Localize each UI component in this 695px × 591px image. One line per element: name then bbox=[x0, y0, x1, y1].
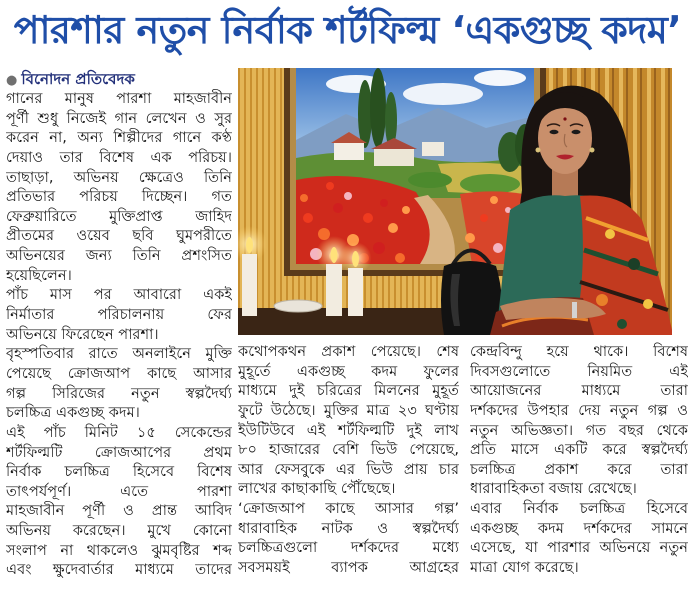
article-line: মুহূর্তে একগুচ্ছ কদম ফুলের bbox=[238, 362, 459, 380]
article-line: নির্বাক চলচ্চিত্র হিসেবে বিশেষ bbox=[6, 463, 232, 481]
article-line: এবার নির্বাক চলচ্চিত্র হিসেবে bbox=[470, 500, 688, 518]
article-line: গানের মানুষ পারশা মাহজাবীন bbox=[6, 90, 232, 107]
article-line: সবসময়ই ব্যাপক আগ্রহের bbox=[238, 559, 459, 577]
article-line: দর্শকদের উপহার দেয় নতুন গল্প ও bbox=[470, 401, 688, 419]
painting-cloud bbox=[403, 83, 483, 105]
candle-body bbox=[348, 268, 363, 316]
painting-house bbox=[422, 142, 444, 156]
article-line: অভিনয়ে ফিরেছেন পারশা। bbox=[6, 325, 159, 343]
byline-text: বিনোদন প্রতিবেদক bbox=[21, 70, 135, 88]
woman-bindi bbox=[563, 117, 566, 120]
painting-house bbox=[334, 142, 364, 160]
painting-cloud bbox=[474, 70, 526, 86]
article-line: আর ফেসবুকে এর ভিউ প্রায় চার bbox=[238, 460, 459, 478]
article-line: পেয়েছে ক্রোজআপ কাছে আসার bbox=[6, 364, 232, 382]
article-line: কেন্দ্রবিন্দু হয়ে থাকে। বিশেষ bbox=[470, 343, 688, 360]
article-line: চলচ্চিত্রগুলো দর্শকদের মধ্যে bbox=[238, 539, 459, 557]
article-paragraph bbox=[470, 342, 688, 499]
poppy-dot bbox=[303, 213, 313, 223]
woman-eye-left bbox=[550, 130, 559, 134]
article-line: হয়েছিলেন। bbox=[6, 266, 72, 284]
article-line: ধারাবাহিক নাটক ও স্বল্পদৈর্ঘ্য bbox=[238, 519, 459, 537]
saree-motif bbox=[596, 294, 608, 306]
poppy-dot bbox=[395, 253, 405, 263]
saree-motif bbox=[605, 229, 615, 239]
article-line: নির্মাতার পরিচালনায় ফের bbox=[6, 306, 232, 324]
poppy-dot bbox=[388, 223, 398, 233]
poppy-dot bbox=[480, 214, 488, 222]
article-paragraph bbox=[238, 499, 459, 578]
article-line: তাছাড়া, অভিনয় ক্ষেত্রেও তিনি bbox=[6, 168, 232, 186]
article-line: শর্টফিল্মটি ক্রোজআপের প্রথম bbox=[6, 443, 232, 461]
article-line: প্রীতমের ওয়েব ছবি ঘুমপরীতে bbox=[6, 227, 232, 245]
article-line: তাৎপর্যপূর্ণ। এতে পারশা bbox=[6, 482, 232, 500]
article-line: আয়োজনের মাধ্যমে তারা bbox=[470, 382, 688, 400]
article-line: ইউটিউবে এই শর্টফিল্মটি দুই লাখ bbox=[238, 421, 459, 439]
article-paragraph bbox=[6, 285, 232, 344]
article-line: চলচ্চিত্র প্রকাশ করে তারা bbox=[470, 460, 688, 478]
article-line: ‘ক্রোজআপ কাছে আসার গল্প’ bbox=[238, 500, 459, 518]
woman-eye-right bbox=[572, 130, 581, 134]
article-photo bbox=[238, 68, 672, 335]
article-line: গল্প সিরিজের নতুন স্বল্পদৈর্ঘ্য bbox=[6, 384, 232, 402]
article-line: চলচ্চিত্র একগুচ্ছ কদম। bbox=[6, 404, 140, 422]
byline bbox=[6, 69, 232, 89]
article-line: কথোপকথন প্রকাশ পেয়েছে। শেষ bbox=[238, 343, 459, 360]
article-line: পূর্ণী শুধু নিজেই গান লেখেন ও সুর bbox=[6, 109, 232, 127]
article-line: ফেব্রুয়ারিতে মুক্তিপ্রাপ্ত জাহিদ bbox=[6, 207, 232, 225]
article-line: এবং ক্ষুদেবার্তার মাধ্যমে তাদের bbox=[6, 561, 232, 579]
bullet-icon: ● bbox=[6, 73, 18, 88]
article-line: মাহজাবীন পূর্ণী ও প্রান্ত আবিদ bbox=[6, 502, 232, 520]
article-line: ফুটে উঠেছে। মুক্তির মাত্র ২৩ ঘণ্টায় bbox=[238, 401, 459, 419]
painting-tree bbox=[370, 68, 386, 148]
article-column-2 bbox=[238, 342, 459, 582]
article-line: অভিনয়ের জন্য তিনি প্রশংসিত bbox=[6, 247, 232, 265]
headline: পারশার নতুন নির্বাক শর্টফিল্ম ‘একগুচ্ছ কদম’ bbox=[13, 8, 682, 52]
poppy-dot bbox=[465, 233, 475, 243]
article-paragraph bbox=[6, 344, 232, 423]
photo-plate bbox=[274, 300, 322, 312]
article-line: মাধ্যমে দুই চরিত্রের মিলনের মুহূর্ত bbox=[238, 382, 459, 400]
article-line: পাঁচ মাস পর আবারো একই bbox=[6, 286, 232, 304]
woman-earring-left bbox=[536, 148, 541, 153]
article-line: অভিনয় করেছেন। মুখে কোনো bbox=[6, 522, 232, 540]
painting-tree bbox=[358, 80, 372, 148]
poppy-dot bbox=[344, 192, 352, 200]
article-column-3 bbox=[470, 342, 688, 582]
article-line: বৃহস্পতিবার রাতে অনলাইনে মুক্তি bbox=[6, 345, 232, 363]
article-paragraph bbox=[470, 499, 688, 578]
saree-motif bbox=[617, 319, 627, 329]
painting-bush bbox=[408, 172, 452, 188]
painting-bush bbox=[460, 174, 520, 194]
article-line: লাখের কাছাকাছি পৌঁছেছে। bbox=[238, 480, 396, 498]
article-line: করেন না, অন্য শিল্পীদের গানে কণ্ঠ bbox=[6, 129, 232, 147]
saree-motif bbox=[628, 258, 640, 270]
article-line: মাত্রা যোগ করেছে। bbox=[470, 559, 579, 577]
poppy-dot bbox=[493, 243, 503, 253]
article-line: নতুন অভিজ্ঞতা। গত বছর থেকে bbox=[470, 421, 688, 439]
poppy-dot bbox=[402, 206, 410, 214]
article-paragraph bbox=[6, 89, 232, 285]
woman-earring-right bbox=[590, 148, 595, 153]
article-line: প্রতি মাসে একটি করে স্বল্পদৈর্ঘ্য bbox=[470, 441, 688, 459]
saree-motif bbox=[643, 299, 653, 309]
poppy-dot bbox=[380, 199, 388, 207]
article-line: প্রতিভার পরিচয় দিচ্ছেন। গত bbox=[6, 188, 232, 206]
poppy-dot bbox=[363, 213, 373, 223]
painting-house bbox=[374, 148, 414, 166]
article-line: দেয়াও তার বিশেষ এক পরিচয়। bbox=[6, 148, 232, 166]
candle-flame bbox=[331, 247, 338, 263]
article-line: এসেছে, যা পারশার অভিনয়ে নতুন bbox=[470, 539, 688, 557]
candle-flame bbox=[246, 237, 253, 253]
article-line: এই পাঁচ মিনিট ১৫ সেকেন্ডের bbox=[6, 423, 232, 441]
poppy-dot bbox=[326, 182, 334, 190]
candle-body bbox=[326, 264, 342, 316]
article-line: দিবসগুলোতে নিয়মিত এই bbox=[470, 362, 688, 380]
candle-body bbox=[242, 254, 257, 316]
article-line: সংলাপ না থাকলেও ঝুমবৃষ্টির শব্দ bbox=[6, 541, 232, 559]
article-line: একগুচ্ছ কদম দর্শকদের সামনে bbox=[470, 519, 688, 537]
poppy-dot bbox=[373, 242, 385, 254]
article-line: ধারাবাহিকতা বজায় রেখেছে। bbox=[470, 480, 637, 498]
article-column-1 bbox=[6, 89, 232, 585]
woman-bracelet bbox=[572, 302, 577, 318]
article-line: ৮০ হাজারের বেশি ভিউ পেয়েছে, bbox=[238, 441, 459, 459]
painting-canvas bbox=[296, 68, 535, 264]
candle-flame bbox=[352, 251, 359, 267]
poppy-dot bbox=[490, 196, 498, 204]
poppy-dot bbox=[333, 203, 343, 213]
poppy-dot bbox=[300, 194, 308, 202]
article-paragraph bbox=[6, 423, 232, 580]
article-paragraph bbox=[238, 342, 459, 499]
